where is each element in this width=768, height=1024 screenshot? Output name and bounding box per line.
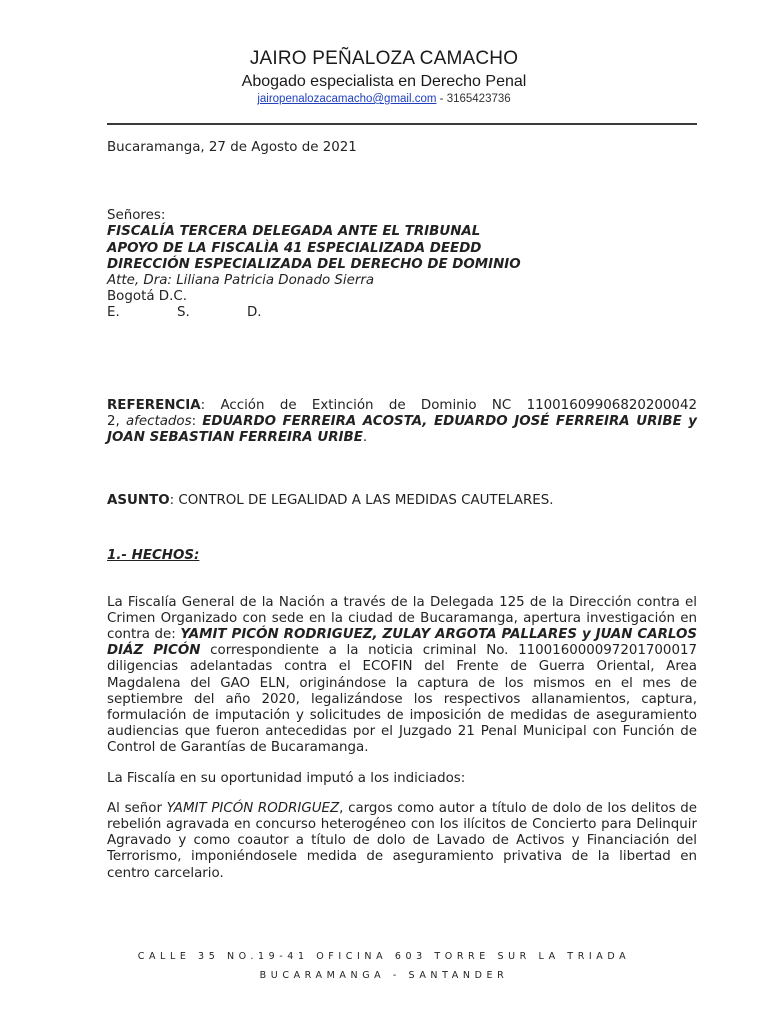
esd-line xyxy=(107,305,697,321)
paragraph-3-b: , cargos como autor a título de dolo de los delitos de rebelión agravada en concurso heterogéneo con los ilícitos de Concierto para Delinquir Agravado y como coautor a título de dolo de Lavado de Activos y Financiación del Terrorismo, imponiéndosele medida de aseguramiento privativa de la libertad en centro carcelario. xyxy=(107,800,697,881)
esd-d: D. xyxy=(247,305,262,321)
paragraph-1-b: correspondiente a la noticia criminal No. 110016000097201700017 diligencias adelantadas contra el ECOFIN del Frente de Guerra Oriental, Area Magdalena del GAO ELN, originándose la captura de los mismos en el mes de septiembre del año 2020, legalizándose los respectivos allanamientos, captura, formulación de imputación y solicitudes de imposición de medidas de aseguramiento audiencias que fueron antecedidas por el Juzgado 21 Penal Municipal con Función de Control de Garantías de Bucaramanga. xyxy=(107,643,698,756)
contact-line xyxy=(0,93,768,105)
footer-address: CALLE 35 NO.19-41 OFICINA 603 TORRE SUR LA TRIADA xyxy=(137,951,631,962)
reference-line-1 xyxy=(107,398,697,414)
subject-line xyxy=(107,493,697,509)
addressee-line-2: APOYO DE LA FISCALÌA 41 ESPECIALIZADA DEEDD xyxy=(107,240,482,256)
affected-label: afectados xyxy=(125,413,192,429)
paragraph-1-a: La Fiscalía General de la Nación a través de la Delegada 125 de la Dirección contra el Crimen Organizado con sede en la ciudad de Bucaramanga, apertura investigación en contra de: xyxy=(107,594,697,643)
reference-colon: : xyxy=(200,397,206,413)
header-divider xyxy=(107,123,697,125)
reference-text: Acción de Extinción de Dominio NC 11001609906820200042 xyxy=(205,397,697,413)
paragraph-3-a: Al señor xyxy=(107,800,167,816)
reference-end: . xyxy=(362,430,368,446)
addressee-city: Bogotá D.C. xyxy=(107,289,187,305)
reference-label: REFERENCIA xyxy=(107,397,201,413)
addressee-line-3: DIRECCIÓN ESPECIALIZADA DEL DERECHO DE DOMINIO xyxy=(107,256,521,272)
lawyer-name: JAIRO PEÑALOZA CAMACHO xyxy=(249,48,519,69)
subject-text: : CONTROL DE LEGALIDAD A LAS MEDIDAS CAUTELARES. xyxy=(169,493,554,509)
subject-label: ASUNTO xyxy=(107,493,170,509)
paragraph-1 xyxy=(107,595,697,757)
contact-separator: - xyxy=(436,93,447,105)
paragraph-2: La Fiscalía en su oportunidad imputó a los indiciados: xyxy=(107,770,466,786)
affected-colon: : xyxy=(191,413,203,429)
esd-s: S. xyxy=(177,305,190,321)
phone-number: 3165423736 xyxy=(446,93,511,105)
affected-names: EDUARDO FERREIRA ACOSTA, EDUARDO JOSÉ FERREIRA URIBE y JOAN SEBASTIAN FERREIRA URIBE xyxy=(107,413,697,446)
letter-footer xyxy=(0,947,768,985)
paragraph-3 xyxy=(107,801,697,882)
reference-line-2 xyxy=(107,414,697,446)
lawyer-title: Abogado especialista en Derecho Penal xyxy=(241,73,527,90)
paragraph-3-name: YAMIT PICÓN RODRIGUEZ xyxy=(166,800,340,816)
date-line: Bucaramanga, 27 de Agosto de 2021 xyxy=(107,140,357,155)
footer-city: BUCARAMANGA - SANTANDER xyxy=(259,970,509,981)
letter-body xyxy=(107,140,697,882)
esd-e: E. xyxy=(107,305,120,321)
attention-line: Atte, Dra: Liliana Patricia Donado Sierra xyxy=(107,273,375,289)
paragraph-1-names: YAMIT PICÓN RODRIGUEZ, ZULAY ARGOTA PALLARES y JUAN CARLOS DIÁZ PICÓN xyxy=(107,627,697,659)
letterhead xyxy=(0,48,768,105)
email-link[interactable]: jairopenalozacamacho@gmail.com xyxy=(257,93,437,105)
reference-text-cont: 2, xyxy=(107,413,126,429)
salutation: Señores: xyxy=(107,208,166,224)
addressee-line-1: FISCALÍA TERCERA DELEGADA ANTE EL TRIBUNAL xyxy=(107,224,481,240)
section-heading: 1.- HECHOS: xyxy=(107,548,200,564)
